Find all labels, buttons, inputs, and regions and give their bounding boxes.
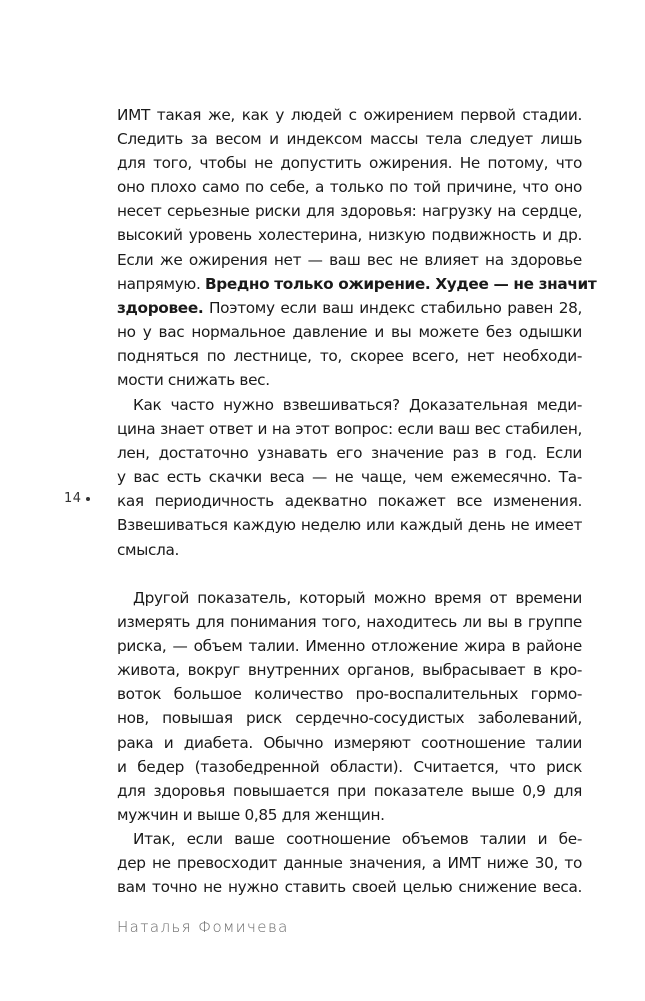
running-footer-author: Наталья Фомичева bbox=[117, 918, 289, 936]
text-line: Взвешиваться каждую неделю или каждый день не имеет bbox=[117, 516, 582, 535]
page-number: 14 bbox=[64, 491, 90, 506]
text-line: живота, вокруг внутренних органов, выбрасывает в кро- bbox=[117, 661, 582, 680]
text-line: кая периодичность адекватно покажет все изменения. bbox=[117, 492, 582, 511]
text-line: для здоровья повышается при показателе выше 0,9 для bbox=[117, 781, 582, 800]
text-line: но у вас нормальное давление и вы можете без одышки bbox=[117, 322, 582, 341]
text-line: здоровее. Поэтому если ваш индекс стабильно равен 28, bbox=[117, 298, 582, 317]
text-line: вам точно не нужно ставить своей целью снижение веса. bbox=[117, 878, 582, 897]
text-line: Другой показатель, который можно время от времени bbox=[133, 589, 582, 607]
bold-emphasis: здоровее. bbox=[117, 298, 204, 317]
text-line: высокий уровень холестерина, низкую подвижность и др. bbox=[117, 226, 582, 245]
text-line: у вас есть скачки веса — не чаще, чем ежемесячно. Та- bbox=[117, 468, 582, 487]
text-line: и бедер (тазобедренной области). Считается, что риск bbox=[117, 757, 582, 776]
text-line: для того, чтобы не допустить ожирения. Не потому, что bbox=[117, 154, 582, 173]
text-line: Следить за весом и индексом массы тела следует лишь bbox=[117, 130, 582, 149]
text-line: мости снижать вес. bbox=[117, 371, 270, 390]
text-line: мужчин и выше 0,85 для женщин. bbox=[117, 805, 385, 824]
text-line: Если же ожирения нет — ваш вес не влияет на здоровье bbox=[117, 250, 582, 269]
text-line: Как часто нужно взвешиваться? Доказательная меди- bbox=[133, 396, 582, 414]
text-line: подняться по лестнице, то, скорее всего, нет необходи- bbox=[117, 346, 582, 365]
text-line: риска, — объем талии. Именно отложение жира в районе bbox=[117, 637, 582, 656]
paragraph-2 bbox=[117, 393, 582, 562]
paragraph-1 bbox=[117, 103, 597, 392]
text-line: цина знает ответ и на этот вопрос: если ваш вес стабилен, bbox=[117, 420, 582, 439]
text-line: воток большое количество про-воспалительных гормо- bbox=[117, 685, 582, 704]
paragraph-3 bbox=[117, 586, 582, 827]
text-line: ИМТ такая же, как у людей с ожирением первой стадии. bbox=[117, 106, 582, 124]
bold-emphasis: Вредно только ожирение. Худее — не значит bbox=[204, 274, 597, 293]
text-line: лен, достаточно узнавать его значение раз в год. Если bbox=[117, 444, 582, 463]
paragraph-4 bbox=[117, 827, 582, 899]
text-line: рака и диабета. Обычно измеряют соотношение талии bbox=[117, 733, 582, 752]
text-line: измерять для понимания того, находитесь ли вы в группе bbox=[117, 613, 582, 632]
text-line: дер не превосходит данные значения, а ИМТ ниже 30, то bbox=[117, 854, 582, 873]
text-line: смысла. bbox=[117, 540, 180, 559]
text-line: напрямую. Вредно только ожирение. Худее — не значит bbox=[117, 274, 597, 293]
text-line: оно плохо само по себе, а только по той причине, что оно bbox=[117, 178, 582, 197]
text-line: несет серьезные риски для здоровья: нагрузку на сердце, bbox=[117, 202, 582, 221]
text-line: нов, повышая риск сердечно-сосудистых заболеваний, bbox=[117, 709, 582, 728]
text-line: Итак, если ваше соотношение объемов талии и бе- bbox=[133, 830, 582, 848]
bullet-dot-icon bbox=[86, 497, 90, 501]
